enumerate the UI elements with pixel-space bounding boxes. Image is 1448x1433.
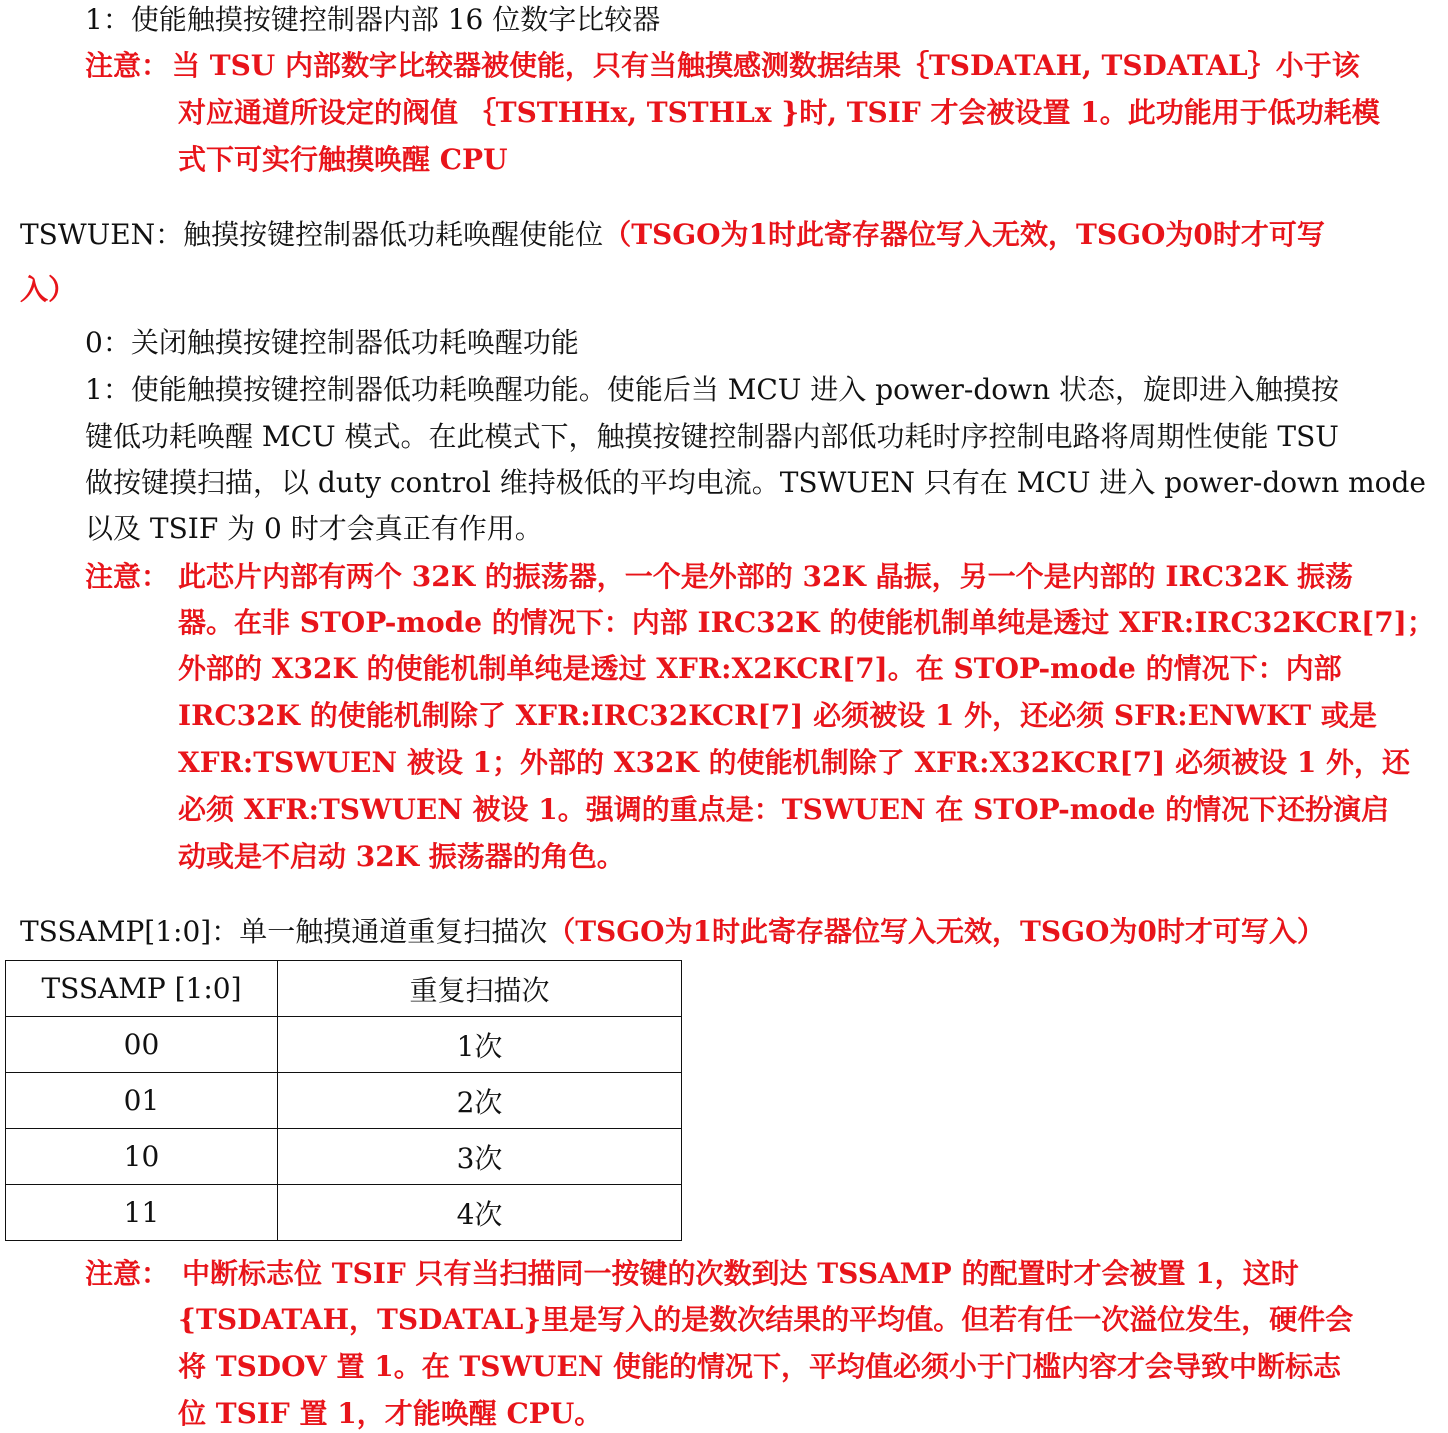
tswuen-note-line: 必须 XFR:TSWUEN 被设 1。强调的重点是：TSWUEN 在 STOP-mode 的情况下还扮演启 (178, 793, 1390, 826)
comparator-note-line-2: 对应通道所设定的阀值 ｛TSTHHx, TSTHLx }时, TSIF 才会被设置 1。此功能用于低功耗模 (178, 96, 1380, 129)
tssamp-title (20, 915, 1325, 949)
table-cell: 3次 (278, 1129, 682, 1185)
tswuen-title (20, 218, 1325, 252)
tswuen-option-1-line-2: 键低功耗唤醒 MCU 模式。在此模式下，触摸按键控制器内部低功耗时序控制电路将周期性使能 TSU (85, 420, 1339, 453)
table-cell: 10 (6, 1129, 278, 1185)
tswuen-option-0: 0：关闭触摸按键控制器低功耗唤醒功能 (85, 326, 579, 359)
tswuen-option-1-line-4: 以及 TSIF 为 0 时才会真正有作用。 (85, 512, 543, 545)
tswuen-note-label: 注意： (85, 560, 170, 593)
comparator-option-1: 1：使能触摸按键控制器内部 16 位数字比较器 (85, 3, 661, 36)
tssamp-table (5, 960, 682, 1241)
table-cell: 01 (6, 1073, 278, 1129)
comparator-note-line-1: 当 TSU 内部数字比较器被使能，只有当触摸感测数据结果｛TSDATAH, TSDATAL｝小于该 (172, 49, 1360, 82)
tswuen-title-red-cont: 入） (20, 273, 77, 306)
tssamp-note-line: 位 TSIF 置 1，才能唤醒 CPU。 (178, 1397, 603, 1430)
comparator-note-line-3: 式下可实行触摸唤醒 CPU (178, 143, 508, 176)
table-cell: 11 (6, 1185, 278, 1241)
table-header-cell: 重复扫描次 (278, 961, 682, 1017)
tswuen-note-line: IRC32K 的使能机制除了 XFR:IRC32KCR[7] 必须被设 1 外，还必须 SFR:ENWKT 或是 (178, 699, 1377, 732)
tswuen-option-1-line-3: 做按键摸扫描，以 duty control 维持极低的平均电流。TSWUEN 只有在 MCU 进入 power-down mode (85, 466, 1426, 499)
table-row (6, 1017, 682, 1073)
tssamp-note-line: 将 TSDOV 置 1。在 TSWUEN 使能的情况下，平均值必须小于门槛内容才会导致中断标志 (178, 1350, 1342, 1383)
tswuen-note-line: XFR:TSWUEN 被设 1；外部的 X32K 的使能机制除了 XFR:X32KCR[7] 必须被设 1 外，还 (178, 746, 1411, 779)
table-cell: 1次 (278, 1017, 682, 1073)
tssamp-title-text: TSSAMP[1:0]：单一触摸通道重复扫描次 (20, 915, 548, 948)
tssamp-note-line: 中断标志位 TSIF 只有当扫描同一按键的次数到达 TSSAMP 的配置时才会被置 1，这时 (182, 1257, 1299, 1290)
table-cell: 4次 (278, 1185, 682, 1241)
tswuen-note-line: 器。在非 STOP-mode 的情况下：内部 IRC32K 的使能机制单纯是透过 XFR:IRC32KCR[7]； (178, 606, 1435, 639)
tssamp-note-line: {TSDATAH，TSDATAL}里是写入的是数次结果的平均值。但若有任一次溢位发生，硬件会 (178, 1303, 1354, 1336)
tswuen-title-red: （TSGO为1时此寄存器位写入无效，TSGO为0时才可写 (603, 218, 1325, 251)
table-header-cell: TSSAMP [1:0] (6, 961, 278, 1017)
tswuen-note-line: 外部的 X32K 的使能机制单纯是透过 XFR:X2KCR[7]。在 STOP-mode 的情况下：内部 (178, 652, 1342, 685)
table-cell: 00 (6, 1017, 278, 1073)
tswuen-option-1-line-1: 1：使能触摸按键控制器低功耗唤醒功能。使能后当 MCU 进入 power-down 状态，旋即进入触摸按 (85, 373, 1340, 406)
tswuen-title-text: TSWUEN：触摸按键控制器低功耗唤醒使能位 (20, 218, 604, 251)
tswuen-note-line: 动或是不启动 32K 振荡器的角色。 (178, 840, 625, 873)
table-cell: 2次 (278, 1073, 682, 1129)
tswuen-note-line: 此芯片内部有两个 32K 的振荡器，一个是外部的 32K 晶振，另一个是内部的 IRC32K 振荡 (178, 560, 1354, 593)
table-row (6, 1073, 682, 1129)
table-header-row (6, 961, 682, 1017)
table-row (6, 1185, 682, 1241)
tssamp-title-red: （TSGO为1时此寄存器位写入无效，TSGO为0时才可写入） (547, 915, 1325, 948)
table-row (6, 1129, 682, 1185)
comparator-note-label: 注意： (85, 49, 170, 82)
tssamp-note-label: 注意： (85, 1257, 170, 1290)
